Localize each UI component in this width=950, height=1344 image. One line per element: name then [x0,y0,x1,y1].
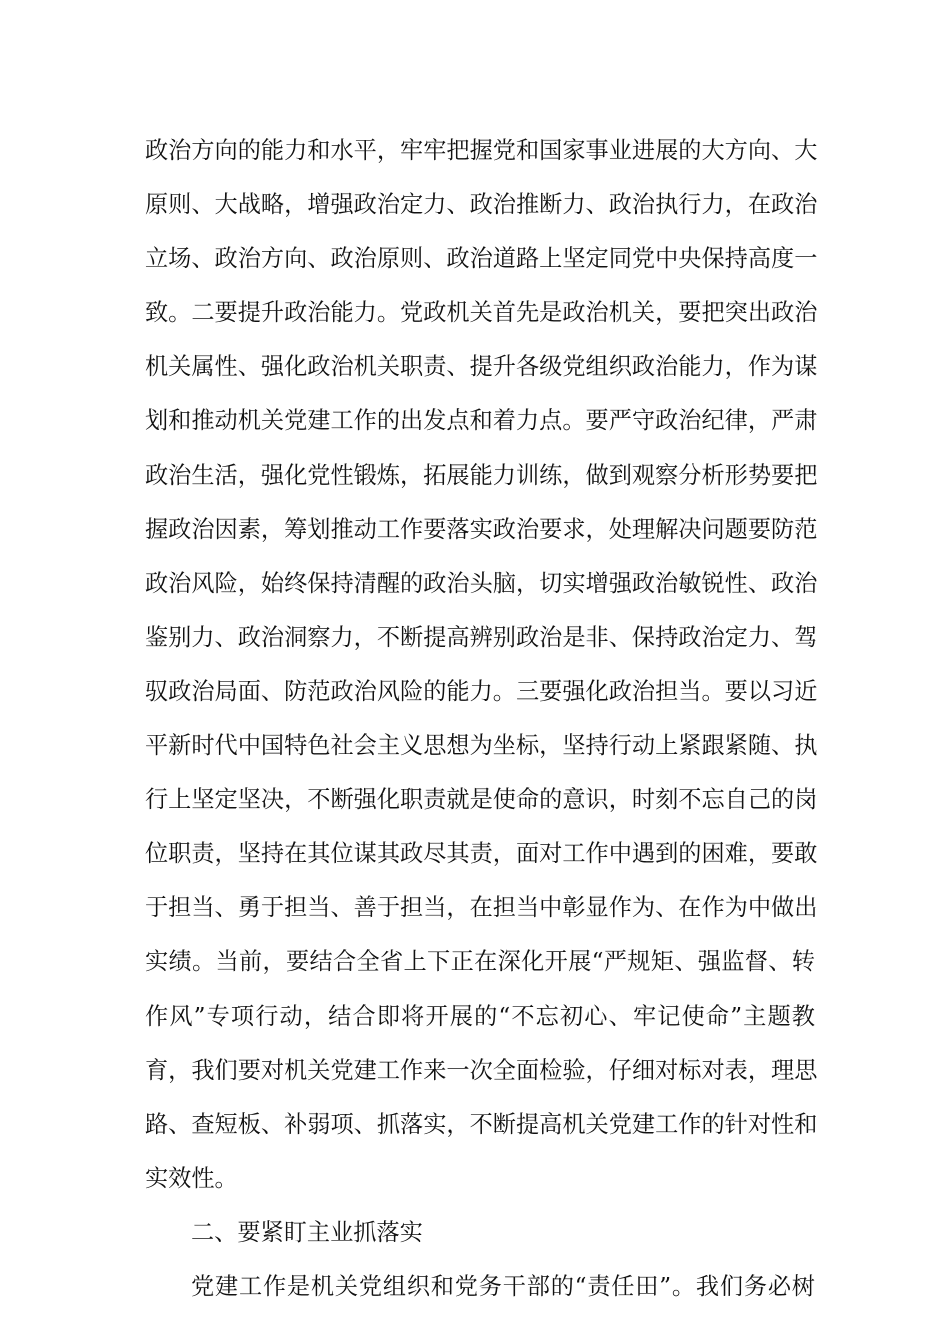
text-line: 握政治因素，筹划推动工作要落实政治要求，处理解决问题要防范 [145,515,818,543]
text-line: 位职责，坚持在其位谋其政尽其责，面对工作中遇到的困难，要敢 [145,840,818,868]
text-line: 政治方向的能力和水平，牢牢把握党和国家事业进展的大方向、大 [145,137,818,164]
text-line: 行上坚定坚决，不断强化职责就是使命的意识，时刻不忘自己的岗 [145,786,818,814]
text-line: 机关属性、强化政治机关职责、提升各级党组织政治能力，作为谋 [145,353,818,381]
text-line: 划和推动机关党建工作的出发点和着力点。要严守政治纪律，严肃 [145,407,818,435]
text-line: 育，我们要对机关党建工作来一次全面检验，仔细对标对表，理思 [145,1056,818,1084]
text-line: 路、查短板、补弱项、抓落实，不断提高机关党建工作的针对性和 [145,1110,818,1138]
text-line-last: 实效性。 [145,1164,238,1192]
text-line: 驭政治局面、防范政治风险的能力。三要强化政治担当。要以习近 [145,677,818,705]
text-line: 平新时代中国特色社会主义思想为坐标，坚持行动上紧跟紧随、执 [145,732,818,760]
text-line: 作风”专项行动，结合即将开展的“不忘初心、牢记使命”主题教 [145,1002,815,1030]
text-line: 于担当、勇于担当、善于担当，在担当中彰显作为、在作为中做出 [145,894,818,922]
text-line: 鉴别力、政治洞察力，不断提高辨别政治是非、保持政治定力、驾 [145,623,818,651]
body-text [145,131,818,1321]
text-line: 致。二要提升政治能力。党政机关首先是政治机关，要把突出政治 [145,299,818,327]
text-line: 政治生活，强化党性锻炼，拓展能力训练，做到观察分析形势要把 [145,461,818,489]
text-line: 原则、大战略，增强政治定力、政治推断力、政治执行力，在政治 [145,191,818,219]
section-heading: 二、要紧盯主业抓落实 [191,1218,423,1246]
text-line: 政治风险，始终保持清醒的政治头脑，切实增强政治敏锐性、政治 [145,569,818,597]
text-line: 立场、政治方向、政治原则、政治道路上坚定同党中央保持高度一 [145,245,818,273]
paragraph-first-line: 党建工作是机关党组织和党务干部的“责任田”。我们务必树 [191,1272,815,1300]
text-line: 实绩。当前，要结合全省上下正在深化开展“严规矩、强监督、转 [145,948,815,976]
